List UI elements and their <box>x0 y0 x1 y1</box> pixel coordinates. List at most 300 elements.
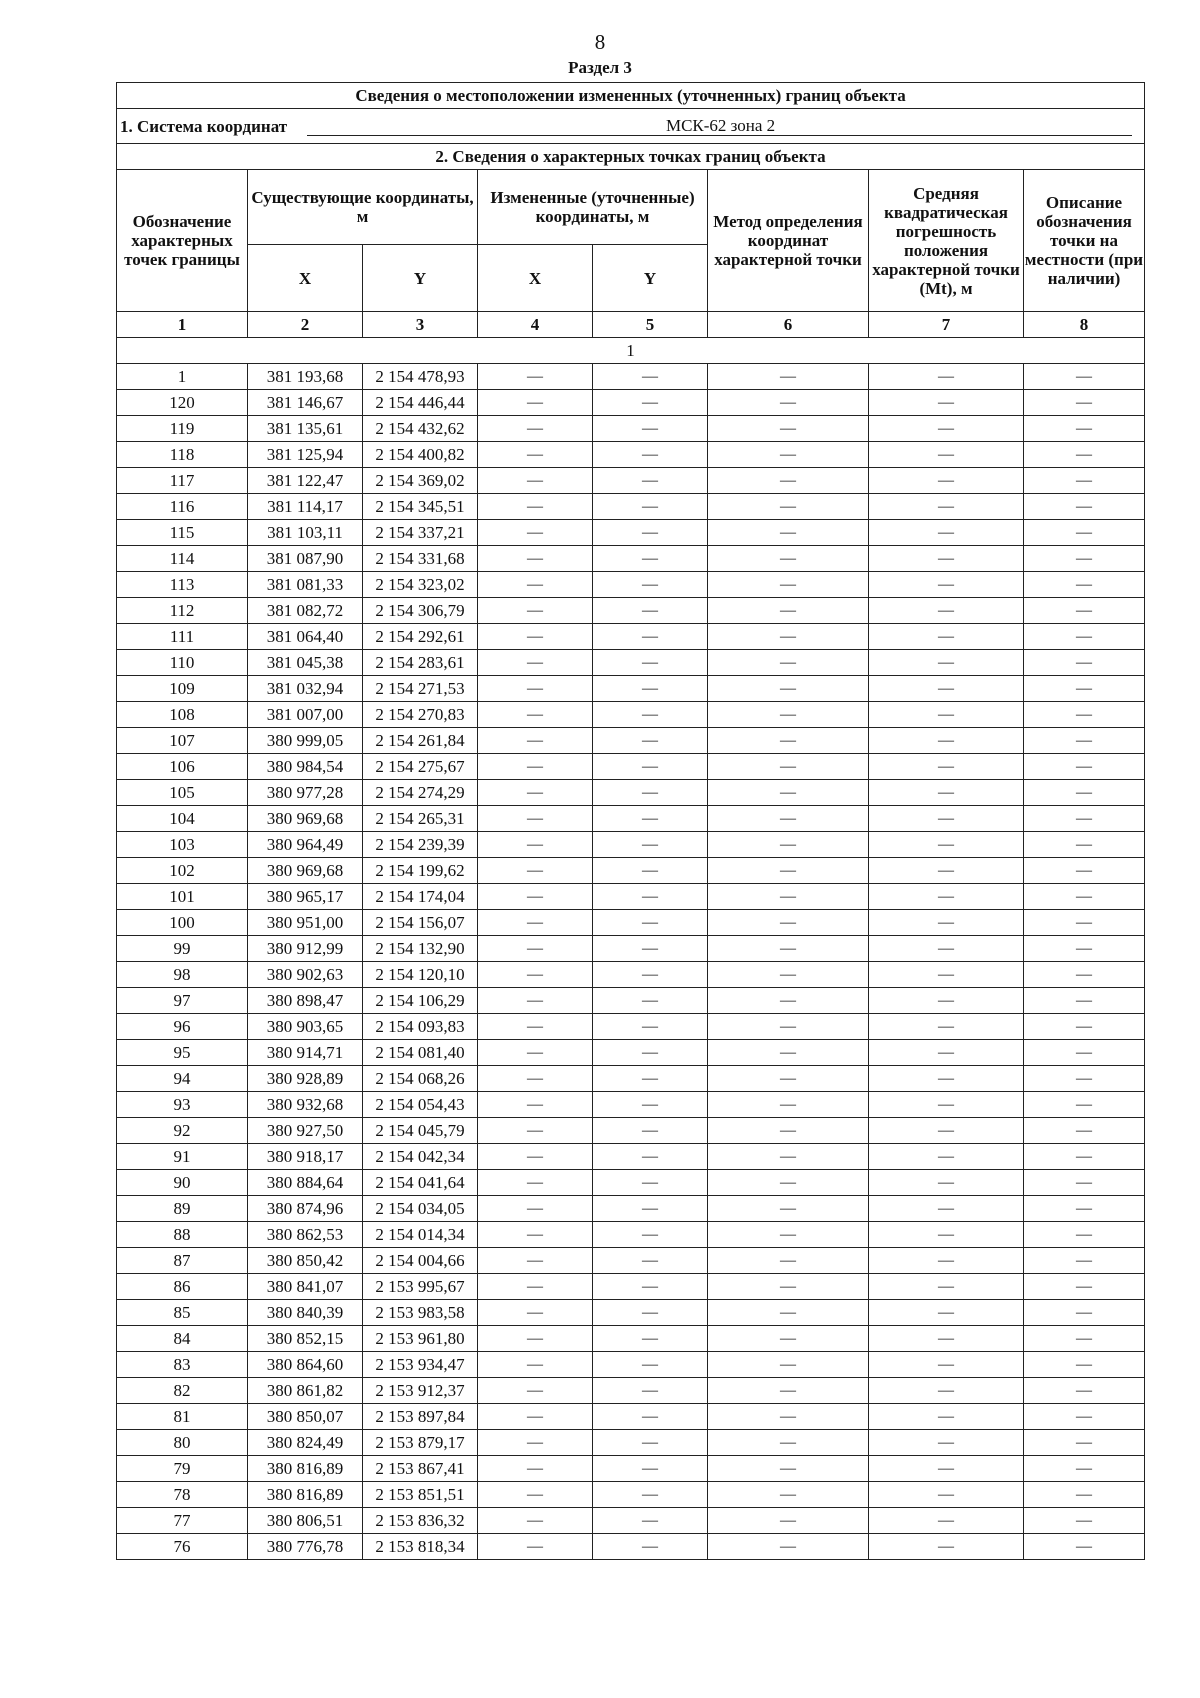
changed-y-cell: — <box>593 1248 708 1274</box>
y-coordinate-cell: 2 154 331,68 <box>363 546 478 572</box>
mean-error-cell: — <box>869 520 1024 546</box>
description-cell: — <box>1024 936 1145 962</box>
point-id-cell: 103 <box>117 832 248 858</box>
changed-x-cell: — <box>478 1222 593 1248</box>
changed-x-cell: — <box>478 1456 593 1482</box>
changed-y-cell: — <box>593 546 708 572</box>
mean-error-cell: — <box>869 1404 1024 1430</box>
changed-x-cell: — <box>478 702 593 728</box>
y-coordinate-cell: 2 153 836,32 <box>363 1508 478 1534</box>
point-id-cell: 106 <box>117 754 248 780</box>
table-row <box>117 832 1145 858</box>
point-id-cell: 102 <box>117 858 248 884</box>
changed-y-cell: — <box>593 1352 708 1378</box>
x-coordinate-cell: 380 884,64 <box>248 1170 363 1196</box>
method-cell: — <box>708 624 869 650</box>
x-coordinate-cell: 380 912,99 <box>248 936 363 962</box>
mean-error-cell: — <box>869 1300 1024 1326</box>
changed-x-cell: — <box>478 494 593 520</box>
changed-x-cell: — <box>478 806 593 832</box>
description-cell: — <box>1024 1196 1145 1222</box>
changed-x-cell: — <box>478 780 593 806</box>
mean-error-cell: — <box>869 1378 1024 1404</box>
method-cell: — <box>708 1248 869 1274</box>
y-coordinate-cell: 2 153 897,84 <box>363 1404 478 1430</box>
mean-error-cell: — <box>869 1196 1024 1222</box>
point-id-cell: 77 <box>117 1508 248 1534</box>
table-row <box>117 494 1145 520</box>
mean-error-cell: — <box>869 936 1024 962</box>
point-id-cell: 95 <box>117 1040 248 1066</box>
mean-error-cell: — <box>869 1508 1024 1534</box>
header-changed-coords: Измененные (уточненные) координаты, м <box>478 170 708 245</box>
description-cell: — <box>1024 988 1145 1014</box>
changed-y-cell: — <box>593 364 708 390</box>
mean-error-cell: — <box>869 494 1024 520</box>
y-coordinate-cell: 2 153 867,41 <box>363 1456 478 1482</box>
table-row <box>117 1534 1145 1560</box>
mean-error-cell: — <box>869 676 1024 702</box>
method-cell: — <box>708 390 869 416</box>
y-coordinate-cell: 2 154 093,83 <box>363 1014 478 1040</box>
y-coordinate-cell: 2 154 174,04 <box>363 884 478 910</box>
mean-error-cell: — <box>869 364 1024 390</box>
description-cell: — <box>1024 1326 1145 1352</box>
changed-x-cell: — <box>478 858 593 884</box>
mean-error-cell: — <box>869 468 1024 494</box>
x-coordinate-cell: 381 082,72 <box>248 598 363 624</box>
table-row <box>117 416 1145 442</box>
point-id-cell: 79 <box>117 1456 248 1482</box>
point-id-cell: 118 <box>117 442 248 468</box>
description-cell: — <box>1024 1404 1145 1430</box>
x-coordinate-cell: 380 824,49 <box>248 1430 363 1456</box>
table-row <box>117 754 1145 780</box>
x-coordinate-cell: 380 932,68 <box>248 1092 363 1118</box>
x-coordinate-cell: 381 125,94 <box>248 442 363 468</box>
table-row <box>117 650 1145 676</box>
description-cell: — <box>1024 728 1145 754</box>
column-number: 4 <box>478 312 593 338</box>
point-id-cell: 76 <box>117 1534 248 1560</box>
y-coordinate-cell: 2 154 369,02 <box>363 468 478 494</box>
mean-error-cell: — <box>869 1222 1024 1248</box>
description-cell: — <box>1024 1248 1145 1274</box>
table-row <box>117 1378 1145 1404</box>
method-cell: — <box>708 910 869 936</box>
changed-x-cell: — <box>478 1482 593 1508</box>
table-row <box>117 910 1145 936</box>
description-cell: — <box>1024 1066 1145 1092</box>
table-row <box>117 1066 1145 1092</box>
mean-error-cell: — <box>869 546 1024 572</box>
point-id-cell: 113 <box>117 572 248 598</box>
header-description: Описание обозначения точки на местности (при наличии) <box>1024 170 1145 312</box>
x-coordinate-cell: 380 850,07 <box>248 1404 363 1430</box>
point-id-cell: 108 <box>117 702 248 728</box>
x-coordinate-cell: 380 816,89 <box>248 1456 363 1482</box>
method-cell: — <box>708 1352 869 1378</box>
x-coordinate-cell: 380 850,42 <box>248 1248 363 1274</box>
method-cell: — <box>708 1222 869 1248</box>
table-row <box>117 1352 1145 1378</box>
method-cell: — <box>708 1066 869 1092</box>
contour-label: 1 <box>117 338 1145 364</box>
changed-x-cell: — <box>478 1378 593 1404</box>
changed-x-cell: — <box>478 1508 593 1534</box>
point-id-cell: 84 <box>117 1326 248 1352</box>
changed-y-cell: — <box>593 650 708 676</box>
y-coordinate-cell: 2 154 239,39 <box>363 832 478 858</box>
description-cell: — <box>1024 1456 1145 1482</box>
column-number: 6 <box>708 312 869 338</box>
method-cell: — <box>708 1092 869 1118</box>
method-cell: — <box>708 702 869 728</box>
x-coordinate-cell: 380 914,71 <box>248 1040 363 1066</box>
changed-x-cell: — <box>478 936 593 962</box>
method-cell: — <box>708 416 869 442</box>
method-cell: — <box>708 468 869 494</box>
table-row <box>117 1144 1145 1170</box>
method-cell: — <box>708 598 869 624</box>
description-cell: — <box>1024 1352 1145 1378</box>
description-cell: — <box>1024 1014 1145 1040</box>
point-id-cell: 116 <box>117 494 248 520</box>
mean-error-cell: — <box>869 650 1024 676</box>
description-cell: — <box>1024 962 1145 988</box>
method-cell: — <box>708 1404 869 1430</box>
table-row <box>117 884 1145 910</box>
table-row <box>117 1092 1145 1118</box>
changed-y-cell: — <box>593 884 708 910</box>
changed-y-cell: — <box>593 520 708 546</box>
changed-y-cell: — <box>593 1456 708 1482</box>
y-coordinate-cell: 2 154 156,07 <box>363 910 478 936</box>
changed-y-cell: — <box>593 1404 708 1430</box>
mean-error-cell: — <box>869 832 1024 858</box>
mean-error-cell: — <box>869 988 1024 1014</box>
x-coordinate-cell: 380 841,07 <box>248 1274 363 1300</box>
method-cell: — <box>708 1196 869 1222</box>
mean-error-cell: — <box>869 1170 1024 1196</box>
changed-x-cell: — <box>478 546 593 572</box>
table-row <box>117 1170 1145 1196</box>
y-coordinate-cell: 2 154 323,02 <box>363 572 478 598</box>
x-coordinate-cell: 380 840,39 <box>248 1300 363 1326</box>
point-id-cell: 85 <box>117 1300 248 1326</box>
y-coordinate-cell: 2 153 934,47 <box>363 1352 478 1378</box>
changed-y-cell: — <box>593 1014 708 1040</box>
description-cell: — <box>1024 1534 1145 1560</box>
point-id-cell: 97 <box>117 988 248 1014</box>
x-coordinate-cell: 381 007,00 <box>248 702 363 728</box>
y-coordinate-cell: 2 154 132,90 <box>363 936 478 962</box>
table-row <box>117 936 1145 962</box>
y-coordinate-cell: 2 154 432,62 <box>363 416 478 442</box>
description-cell: — <box>1024 572 1145 598</box>
description-cell: — <box>1024 1092 1145 1118</box>
changed-x-cell: — <box>478 910 593 936</box>
table-row <box>117 442 1145 468</box>
changed-x-cell: — <box>478 1404 593 1430</box>
y-coordinate-cell: 2 153 818,34 <box>363 1534 478 1560</box>
description-cell: — <box>1024 390 1145 416</box>
changed-y-cell: — <box>593 1274 708 1300</box>
y-coordinate-cell: 2 153 879,17 <box>363 1430 478 1456</box>
method-cell: — <box>708 1326 869 1352</box>
mean-error-cell: — <box>869 780 1024 806</box>
table-row <box>117 1014 1145 1040</box>
point-id-cell: 96 <box>117 1014 248 1040</box>
point-id-cell: 101 <box>117 884 248 910</box>
point-id-cell: 99 <box>117 936 248 962</box>
mean-error-cell: — <box>869 1014 1024 1040</box>
x-coordinate-cell: 381 135,61 <box>248 416 363 442</box>
x-coordinate-cell: 380 927,50 <box>248 1118 363 1144</box>
changed-x-cell: — <box>478 884 593 910</box>
changed-y-cell: — <box>593 1222 708 1248</box>
point-id-cell: 89 <box>117 1196 248 1222</box>
y-coordinate-cell: 2 153 912,37 <box>363 1378 478 1404</box>
table-row <box>117 1300 1145 1326</box>
y-coordinate-cell: 2 153 961,80 <box>363 1326 478 1352</box>
table-row <box>117 702 1145 728</box>
changed-y-cell: — <box>593 806 708 832</box>
changed-x-cell: — <box>478 442 593 468</box>
table-row <box>117 1040 1145 1066</box>
changed-y-cell: — <box>593 728 708 754</box>
changed-x-cell: — <box>478 1196 593 1222</box>
method-cell: — <box>708 1118 869 1144</box>
point-id-cell: 109 <box>117 676 248 702</box>
x-coordinate-cell: 381 122,47 <box>248 468 363 494</box>
method-cell: — <box>708 1040 869 1066</box>
mean-error-cell: — <box>869 702 1024 728</box>
description-cell: — <box>1024 1300 1145 1326</box>
coordinate-system-row <box>117 109 1145 144</box>
table-row <box>117 858 1145 884</box>
x-coordinate-cell: 381 146,67 <box>248 390 363 416</box>
changed-x-cell: — <box>478 988 593 1014</box>
description-cell: — <box>1024 1040 1145 1066</box>
point-id-cell: 82 <box>117 1378 248 1404</box>
mean-error-cell: — <box>869 962 1024 988</box>
changed-x-cell: — <box>478 1066 593 1092</box>
table-row <box>117 1404 1145 1430</box>
x-coordinate-cell: 380 898,47 <box>248 988 363 1014</box>
x-coordinate-cell: 380 928,89 <box>248 1066 363 1092</box>
changed-y-cell: — <box>593 702 708 728</box>
method-cell: — <box>708 546 869 572</box>
table-title: Сведения о местоположении измененных (уточненных) границ объекта <box>117 83 1145 109</box>
x-coordinate-cell: 381 193,68 <box>248 364 363 390</box>
y-coordinate-cell: 2 154 120,10 <box>363 962 478 988</box>
y-coordinate-cell: 2 154 004,66 <box>363 1248 478 1274</box>
mean-error-cell: — <box>869 806 1024 832</box>
point-id-cell: 117 <box>117 468 248 494</box>
table-row <box>117 468 1145 494</box>
changed-x-cell: — <box>478 754 593 780</box>
point-id-cell: 1 <box>117 364 248 390</box>
point-id-cell: 107 <box>117 728 248 754</box>
coordinate-system-label: 1. Система координат <box>120 116 288 136</box>
point-id-cell: 115 <box>117 520 248 546</box>
changed-y-cell: — <box>593 988 708 1014</box>
x-coordinate-cell: 381 103,11 <box>248 520 363 546</box>
changed-y-cell: — <box>593 1066 708 1092</box>
x-coordinate-cell: 380 776,78 <box>248 1534 363 1560</box>
method-cell: — <box>708 988 869 1014</box>
mean-error-cell: — <box>869 1482 1024 1508</box>
point-id-cell: 100 <box>117 910 248 936</box>
mean-error-cell: — <box>869 1144 1024 1170</box>
changed-x-cell: — <box>478 832 593 858</box>
changed-x-cell: — <box>478 364 593 390</box>
column-number: 7 <box>869 312 1024 338</box>
changed-x-cell: — <box>478 520 593 546</box>
y-coordinate-cell: 2 154 042,34 <box>363 1144 478 1170</box>
description-cell: — <box>1024 676 1145 702</box>
changed-y-cell: — <box>593 416 708 442</box>
y-coordinate-cell: 2 154 106,29 <box>363 988 478 1014</box>
description-cell: — <box>1024 1144 1145 1170</box>
description-cell: — <box>1024 494 1145 520</box>
changed-x-cell: — <box>478 416 593 442</box>
mean-error-cell: — <box>869 1456 1024 1482</box>
point-id-cell: 87 <box>117 1248 248 1274</box>
method-cell: — <box>708 936 869 962</box>
description-cell: — <box>1024 1222 1145 1248</box>
y-coordinate-cell: 2 154 261,84 <box>363 728 478 754</box>
point-id-cell: 88 <box>117 1222 248 1248</box>
x-coordinate-cell: 380 861,82 <box>248 1378 363 1404</box>
changed-y-cell: — <box>593 1508 708 1534</box>
y-coordinate-cell: 2 154 034,05 <box>363 1196 478 1222</box>
changed-y-cell: — <box>593 858 708 884</box>
column-number: 1 <box>117 312 248 338</box>
column-number: 5 <box>593 312 708 338</box>
changed-x-cell: — <box>478 1248 593 1274</box>
method-cell: — <box>708 1144 869 1170</box>
x-coordinate-cell: 380 969,68 <box>248 806 363 832</box>
changed-y-cell: — <box>593 1482 708 1508</box>
table-row <box>117 598 1145 624</box>
y-coordinate-cell: 2 153 983,58 <box>363 1300 478 1326</box>
y-coordinate-cell: 2 154 041,64 <box>363 1170 478 1196</box>
mean-error-cell: — <box>869 728 1024 754</box>
changed-x-cell: — <box>478 676 593 702</box>
table-row <box>117 572 1145 598</box>
header-existing-x: X <box>248 245 363 312</box>
description-cell: — <box>1024 1378 1145 1404</box>
mean-error-cell: — <box>869 572 1024 598</box>
changed-x-cell: — <box>478 1040 593 1066</box>
y-coordinate-cell: 2 153 851,51 <box>363 1482 478 1508</box>
mean-error-cell: — <box>869 1092 1024 1118</box>
x-coordinate-cell: 381 114,17 <box>248 494 363 520</box>
header-mean-error: Средняя квадратическая погрешность положения характерной точки (Mt), м <box>869 170 1024 312</box>
x-coordinate-cell: 380 874,96 <box>248 1196 363 1222</box>
description-cell: — <box>1024 754 1145 780</box>
x-coordinate-cell: 380 806,51 <box>248 1508 363 1534</box>
header-existing-y: Y <box>363 245 478 312</box>
changed-y-cell: — <box>593 468 708 494</box>
changed-x-cell: — <box>478 1274 593 1300</box>
mean-error-cell: — <box>869 1118 1024 1144</box>
x-coordinate-cell: 381 032,94 <box>248 676 363 702</box>
point-id-cell: 80 <box>117 1430 248 1456</box>
changed-y-cell: — <box>593 1170 708 1196</box>
method-cell: — <box>708 676 869 702</box>
header-point-designation: Обозначение характерных точек границы <box>117 170 248 312</box>
changed-x-cell: — <box>478 1144 593 1170</box>
mean-error-cell: — <box>869 1274 1024 1300</box>
changed-y-cell: — <box>593 624 708 650</box>
method-cell: — <box>708 1170 869 1196</box>
description-cell: — <box>1024 520 1145 546</box>
table-row <box>117 676 1145 702</box>
method-cell: — <box>708 1014 869 1040</box>
y-coordinate-cell: 2 154 045,79 <box>363 1118 478 1144</box>
changed-y-cell: — <box>593 1092 708 1118</box>
changed-y-cell: — <box>593 910 708 936</box>
changed-x-cell: — <box>478 1534 593 1560</box>
x-coordinate-cell: 381 081,33 <box>248 572 363 598</box>
y-coordinate-cell: 2 154 283,61 <box>363 650 478 676</box>
x-coordinate-cell: 380 918,17 <box>248 1144 363 1170</box>
changed-y-cell: — <box>593 1144 708 1170</box>
y-coordinate-cell: 2 154 265,31 <box>363 806 478 832</box>
x-coordinate-cell: 380 977,28 <box>248 780 363 806</box>
header-existing-coords: Существующие координаты, м <box>248 170 478 245</box>
x-coordinate-cell: 381 064,40 <box>248 624 363 650</box>
method-cell: — <box>708 1534 869 1560</box>
point-id-cell: 110 <box>117 650 248 676</box>
y-coordinate-cell: 2 154 068,26 <box>363 1066 478 1092</box>
description-cell: — <box>1024 1430 1145 1456</box>
description-cell: — <box>1024 364 1145 390</box>
changed-x-cell: — <box>478 1170 593 1196</box>
points-title: 2. Сведения о характерных точках границ объекта <box>117 144 1145 170</box>
boundary-table <box>116 82 1145 1560</box>
point-id-cell: 104 <box>117 806 248 832</box>
point-id-cell: 86 <box>117 1274 248 1300</box>
x-coordinate-cell: 380 864,60 <box>248 1352 363 1378</box>
method-cell: — <box>708 962 869 988</box>
method-cell: — <box>708 754 869 780</box>
description-cell: — <box>1024 442 1145 468</box>
method-cell: — <box>708 494 869 520</box>
y-coordinate-cell: 2 154 081,40 <box>363 1040 478 1066</box>
changed-x-cell: — <box>478 650 593 676</box>
changed-x-cell: — <box>478 598 593 624</box>
method-cell: — <box>708 858 869 884</box>
mean-error-cell: — <box>869 416 1024 442</box>
changed-y-cell: — <box>593 1326 708 1352</box>
changed-y-cell: — <box>593 780 708 806</box>
mean-error-cell: — <box>869 624 1024 650</box>
point-id-cell: 112 <box>117 598 248 624</box>
description-cell: — <box>1024 910 1145 936</box>
changed-y-cell: — <box>593 1118 708 1144</box>
description-cell: — <box>1024 546 1145 572</box>
x-coordinate-cell: 380 816,89 <box>248 1482 363 1508</box>
column-number: 3 <box>363 312 478 338</box>
y-coordinate-cell: 2 154 400,82 <box>363 442 478 468</box>
method-cell: — <box>708 650 869 676</box>
y-coordinate-cell: 2 154 446,44 <box>363 390 478 416</box>
y-coordinate-cell: 2 154 014,34 <box>363 1222 478 1248</box>
